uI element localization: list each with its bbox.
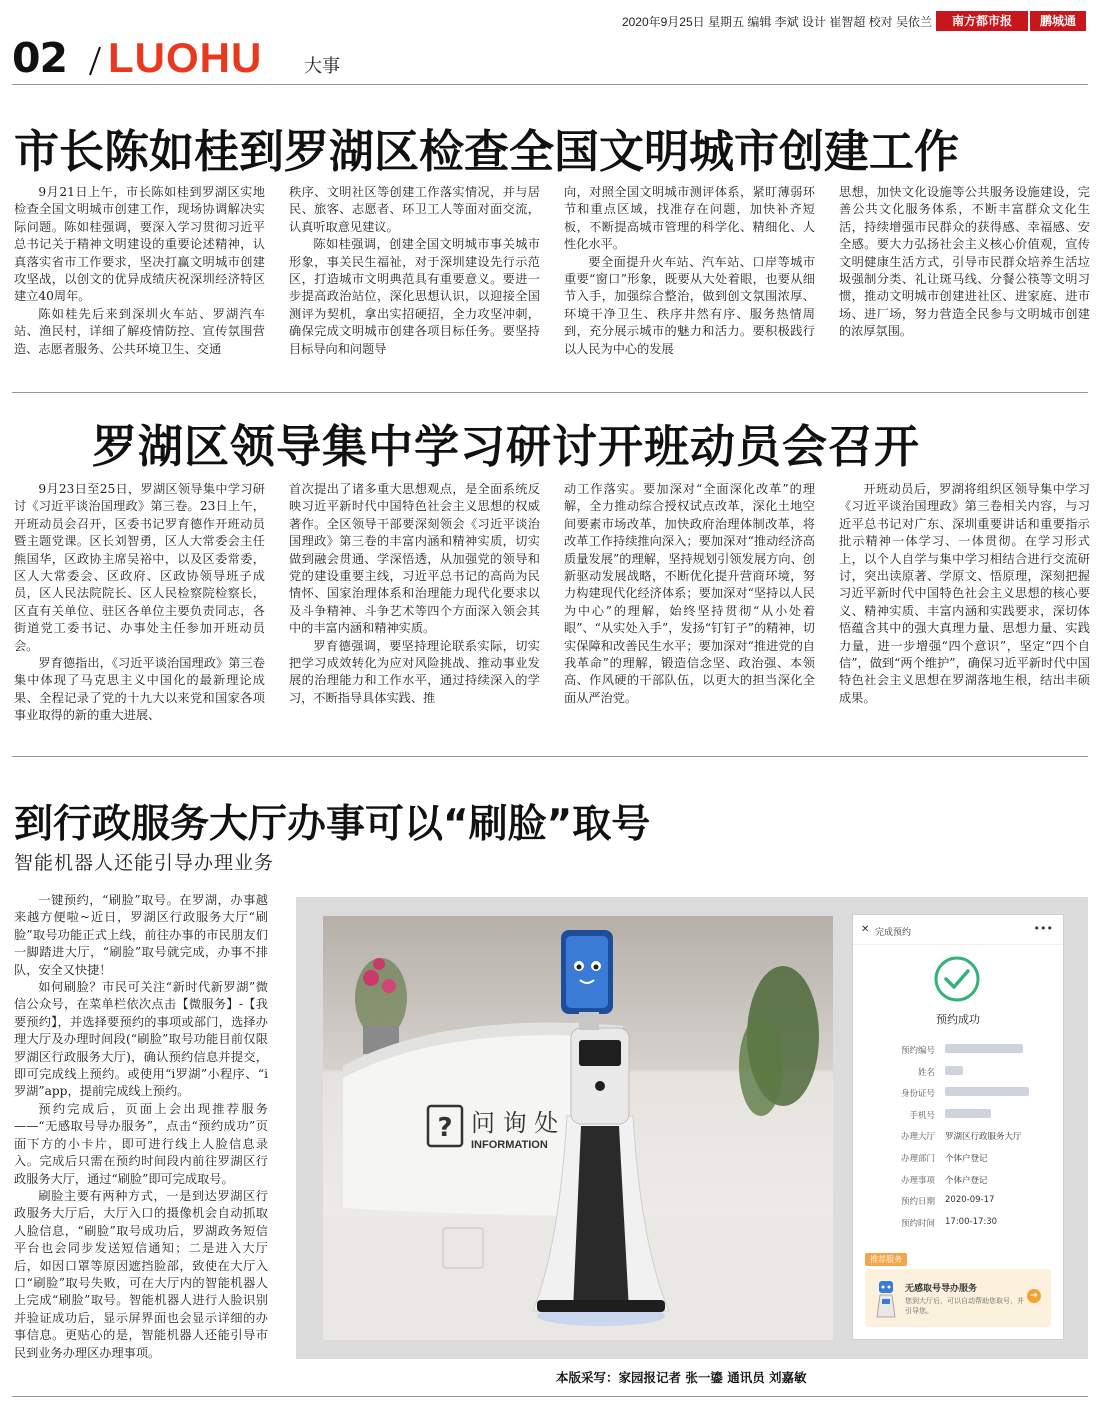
detail-key: 办理部门 <box>900 1153 935 1164</box>
detail-row <box>853 1147 1063 1169</box>
detail-row <box>853 1169 1063 1191</box>
detail-key: 预约时间 <box>900 1218 935 1229</box>
page-number: 02 <box>12 34 68 82</box>
paragraph: 罗育德指出，《习近平谈治国理政》第三卷集中体现了马克思主义中国化的最新理论成果、全程记录了党的十九大以来党和国家各项事业取得的新的重大进展、 <box>14 656 265 723</box>
detail-key: 办理事项 <box>900 1175 935 1186</box>
article3-headline: 到行政服务大厅办事可以“刷脸”取号 <box>14 802 651 847</box>
card-description: 您到大厅后，可以自动帮助您取号，并引导您。 <box>905 1297 1024 1315</box>
article3-subheadline: 智能机器人还能引导办理业务 <box>14 852 275 874</box>
phone-success-label: 预约成功 <box>936 1013 980 1026</box>
detail-row <box>853 1104 1063 1126</box>
paragraph: 9月21日上午，市长陈如桂到罗湖区实地检查全国文明城市创建工作，现场协调解决实际问题。陈如桂强调，要深入学习贯彻习近平总书记关于精神文明建设的重要论述精神，认真落实省市工作要求，坚决打赢文明城市创建攻坚战，以创文的优异成绩庆祝深圳经济特区建立40周年。 <box>14 185 265 304</box>
detail-value: 17:00-17:30 <box>945 1216 998 1227</box>
paragraph: 思想，加快文化设施等公共服务设施建设，完善公共文化服务体系，不断丰富群众文化生活，持续增强市民群众的获得感、幸福感、安全感。要大力弘扬社会主义核心价值观，宣传文明健康生活方式，引导市民群众培养生活垃圾强制分类、礼让斑马线、分餐公筷等文明习惯，推动文明城市创建进社区、进家庭、进市场、进厂场，努力营造全民参与文明城市创建的浓厚氛围。 <box>839 185 1090 339</box>
paragraph: 如何刷脸？市民可关注“新时代新罗湖”微信公众号，在菜单栏依次点击【微服务】-【我要预约】，并选择要预约的事项或部门，选择办理大厅及办理时间段(“刷脸”取号功能目前仅限罗湖区行政服务大厅)，确认预约信息并提交，即可完成线上预约。或使用“i罗湖”小程序、“i罗湖”app，提前完成线上预约。 <box>14 980 268 1099</box>
issue-meta: 2020年9月25日 星期五 编辑 李斌 设计 崔智超 校对 吴依兰 <box>621 15 932 29</box>
article1-body <box>14 184 1090 364</box>
arrow-right-icon[interactable]: ➔ <box>1027 1289 1041 1303</box>
phone-title: 完成预约 <box>875 928 912 938</box>
detail-value: 个体户登记 <box>945 1175 988 1186</box>
detail-key: 身份证号 <box>900 1089 935 1100</box>
article1-column <box>564 184 815 364</box>
detail-row <box>853 1125 1063 1147</box>
paragraph: 首次提出了诸多重大思想观点，是全面系统反映习近平新时代中国特色社会主义思想的权威著作。全区领导干部要深刻领会《习近平谈治国理政》第三卷的丰富内涵和精神实质，切实做到融会贯通、学深悟透，从加强党的领导和党的建设重要主线，习近平总书记的高尚为民情怀、国家治理体系和治理能力现代化要求以及斗争精神、斗争艺术等四个方面深入领会其中的丰富内涵和精神实质。 <box>289 482 540 636</box>
article3-body <box>14 892 268 1387</box>
divider <box>12 84 1088 85</box>
detail-key: 预约编号 <box>900 1046 935 1056</box>
paragraph: 陈如桂强调，创建全国文明城市事关城市形象，事关民生福祉，对于深圳建设先行示范区，打造城市文明典范具有重要意义。要进一步提高政治站位，深化思想认识，以迎接全国测评为契机，拿出实招硬招，全力攻坚冲刺，确保完成文明城市创建各项目标任务。要坚持目标导向和问题导 <box>289 237 540 356</box>
article2-column <box>289 481 540 727</box>
divider <box>12 1396 1088 1397</box>
brand-logo: 鹏城通 <box>1030 11 1086 31</box>
article2-body <box>14 481 1090 727</box>
page-header <box>0 0 1100 34</box>
detail-value: 罗湖区行政服务大厅 <box>945 1132 1022 1143</box>
desk-sign-cn: 问 询 处 <box>471 1109 559 1137</box>
photo-illustration <box>323 916 833 1340</box>
article2-headline: 罗湖区领导集中学习研讨开班动员会召开 <box>92 420 921 473</box>
article2-column <box>839 481 1090 727</box>
phone-details <box>853 1039 1063 1233</box>
article2-column <box>14 481 265 727</box>
article1-column <box>14 184 265 364</box>
paper-logo: 南方都市报 <box>936 11 1028 31</box>
detail-key: 手机号 <box>909 1110 935 1121</box>
article1-column <box>289 184 540 364</box>
desk-sign-en: INFORMATION <box>471 1139 548 1151</box>
paragraph: 刷脸主要有两种方式，一是到达罗湖区行政服务大厅后，大厅入口的摄像机会自动抓取人脸信息，“刷脸”取号成功后，罗湖政务短信平台也会同步发送短信通知；二是进入大厅后，如因口罩等原因遮挡脸部，致使在大厅入口“刷脸”取号失败，可在大厅内的智能机器人上完成“刷脸”取号。智能机器人进行人脸识别并验证成功后，显示屏界面也会显示详细的办事信息。更贴心的是，智能机器人还能引导市民到业务办理区办理事项。 <box>14 1188 268 1360</box>
svg-text:?: ? <box>437 1113 453 1143</box>
paragraph: 一键预约，“刷脸”取号。在罗湖，办事越来越方便啦~近日，罗湖区行政服务大厅“刷脸”取号功能正式上线，前往办事的市民朋友们一脚踏进大厅，“刷脸”取号就完成，办事不排队，安全又快捷！ <box>14 893 268 977</box>
recommend-card[interactable] <box>865 1269 1051 1327</box>
blurred-value <box>945 1066 963 1075</box>
section-header <box>12 34 1088 82</box>
blurred-value <box>945 1044 1023 1053</box>
paragraph: 要全面提升火车站、汽车站、口岸等城市重要“窗口”形象，既要从大处着眼，也要从细节入手，加强综合整治，做到创文氛围浓厚、环境干净卫生、秩序井然有序、服务热情周到，充分展示城市的魅力和活力。要积极践行以人民为中心的发展 <box>564 254 815 356</box>
robot-icon <box>873 1279 899 1319</box>
card-title: 无感取号导办服务 <box>905 1284 978 1294</box>
more-icon: ••• <box>1033 922 1053 935</box>
divider <box>12 392 1088 393</box>
detail-row <box>853 1082 1063 1104</box>
article1-headline: 市长陈如桂到罗湖区检查全国文明城市创建工作 <box>14 125 960 178</box>
robot-photo <box>323 916 833 1340</box>
paragraph: 秩序、文明社区等创建工作落实情况，并与居民、旅客、志愿者、环卫工人等面对面交流，认真听取意见建议。 <box>289 185 540 234</box>
detail-key: 预约日期 <box>900 1197 935 1208</box>
blurred-value <box>945 1109 991 1118</box>
recommend-badge: 推荐服务 <box>865 1253 907 1266</box>
section-subtitle: 大事 <box>304 56 340 77</box>
photo-credit: 本版采写：家园报记者 张一鎏 通讯员 刘嘉敏 <box>556 1370 807 1385</box>
section-name: LUOHU <box>108 34 263 81</box>
paragraph: 向，对照全国文明城市测评体系，紧盯薄弱环节和重点区域，找准存在问题，加快补齐短板，不断提高城市管理的科学化、精细化、人性化水平。 <box>564 185 815 252</box>
slash-icon <box>88 46 102 76</box>
article1-column <box>839 184 1090 364</box>
check-circle-icon <box>933 955 981 1003</box>
paragraph: 预约完成后，页面上会出现推荐服务——“无感取号导办服务”，点击“预约成功”页面下方的小卡片，即可进行线上人脸信息录入。完成后只需在预约时间段内前往罗湖区行政服务大厅，通过“刷脸”即可完成取号。 <box>14 1101 268 1186</box>
detail-row <box>853 1061 1063 1083</box>
detail-key: 姓名 <box>917 1067 935 1078</box>
paragraph: 罗育德强调，要坚持理论联系实际，切实把学习成效转化为应对风险挑战、推动事业发展的治理能力和工作水平，通过持续深入的学习，不断指导具体实践、推 <box>289 638 540 705</box>
detail-key: 办理大厅 <box>900 1132 935 1143</box>
article2-column <box>564 481 815 727</box>
detail-value: 个体户登记 <box>945 1153 988 1164</box>
divider <box>12 756 1088 757</box>
close-icon: ✕ <box>861 924 870 935</box>
phone-screenshot <box>852 914 1064 1340</box>
paragraph: 9月23日至25日，罗湖区领导集中学习研讨《习近平谈治国理政》第三卷。23日上午，开班动员会召开，区委书记罗育德作开班动员暨主题党课。区长刘智勇，区人大常委会主任熊国华，区政协主席吴裕中，以及区委常委，区人大常委会、区政府、区政协领导班子成员，区人民法院院长、区人民检察院检察长，区直有关单位、驻区各单位主要负责同志，各街道党工委书记、办事处主任参加开班动员会。 <box>14 482 265 653</box>
detail-row <box>853 1212 1063 1234</box>
phone-topbar <box>853 915 1063 945</box>
paragraph: 动工作落实。要加深对“全面深化改革”的理解，全力推动综合授权试点改革，深化土地空间要素市场改革，加快政府治理体制改革，将改革工作持续推向深入；要加深对“推动经济高质量发展”的理解，坚持规划引领发展方向、创新驱动发展战略，不断优化提升营商环境，努力构建现代化经济体系；要加深对“坚持以人民为中心”的理解，始终坚持贯彻“从小处着眼”、“从实处入手”，发扬“钉钉子”的精神，切实保障和改善民生水平；要加深对“推进党的自我革命”的理解，锻造信念坚、政治强、本领高、作风硬的干部队伍，以更大的担当深化全面从严治党。 <box>564 482 815 705</box>
paragraph: 陈如桂先后来到深圳火车站、罗湖汽车站、渔民村，详细了解疫情防控、宣传氛围营造、志愿者服务、公共环境卫生、交通 <box>14 306 265 356</box>
blurred-value <box>945 1087 1029 1096</box>
detail-value: 2020-09-17 <box>945 1195 995 1206</box>
paragraph: 开班动员后，罗湖将组织区领导集中学习《习近平谈治国理政》第三卷相关内容，与习近平总书记对广东、深圳重要讲话和重要指示批示精神一体学习、一体贯彻。在学习形式上，以个人自学与集中学习相结合进行交流研讨，突出读原著、学原文、悟原理，深刻把握习近平新时代中国特色社会主义思想的核心要义、精神实质、丰富内涵和实践要求，深切体悟蕴含其中的强大真理力量、思想力量、实践力量，进一步增强“四个意识”，坚定“四个自信”，做到“两个维护”，确保习近平新时代中国特色社会主义思想在罗湖落地生根，结出丰硕成果。 <box>839 482 1090 705</box>
detail-row <box>853 1039 1063 1061</box>
detail-row <box>853 1190 1063 1212</box>
